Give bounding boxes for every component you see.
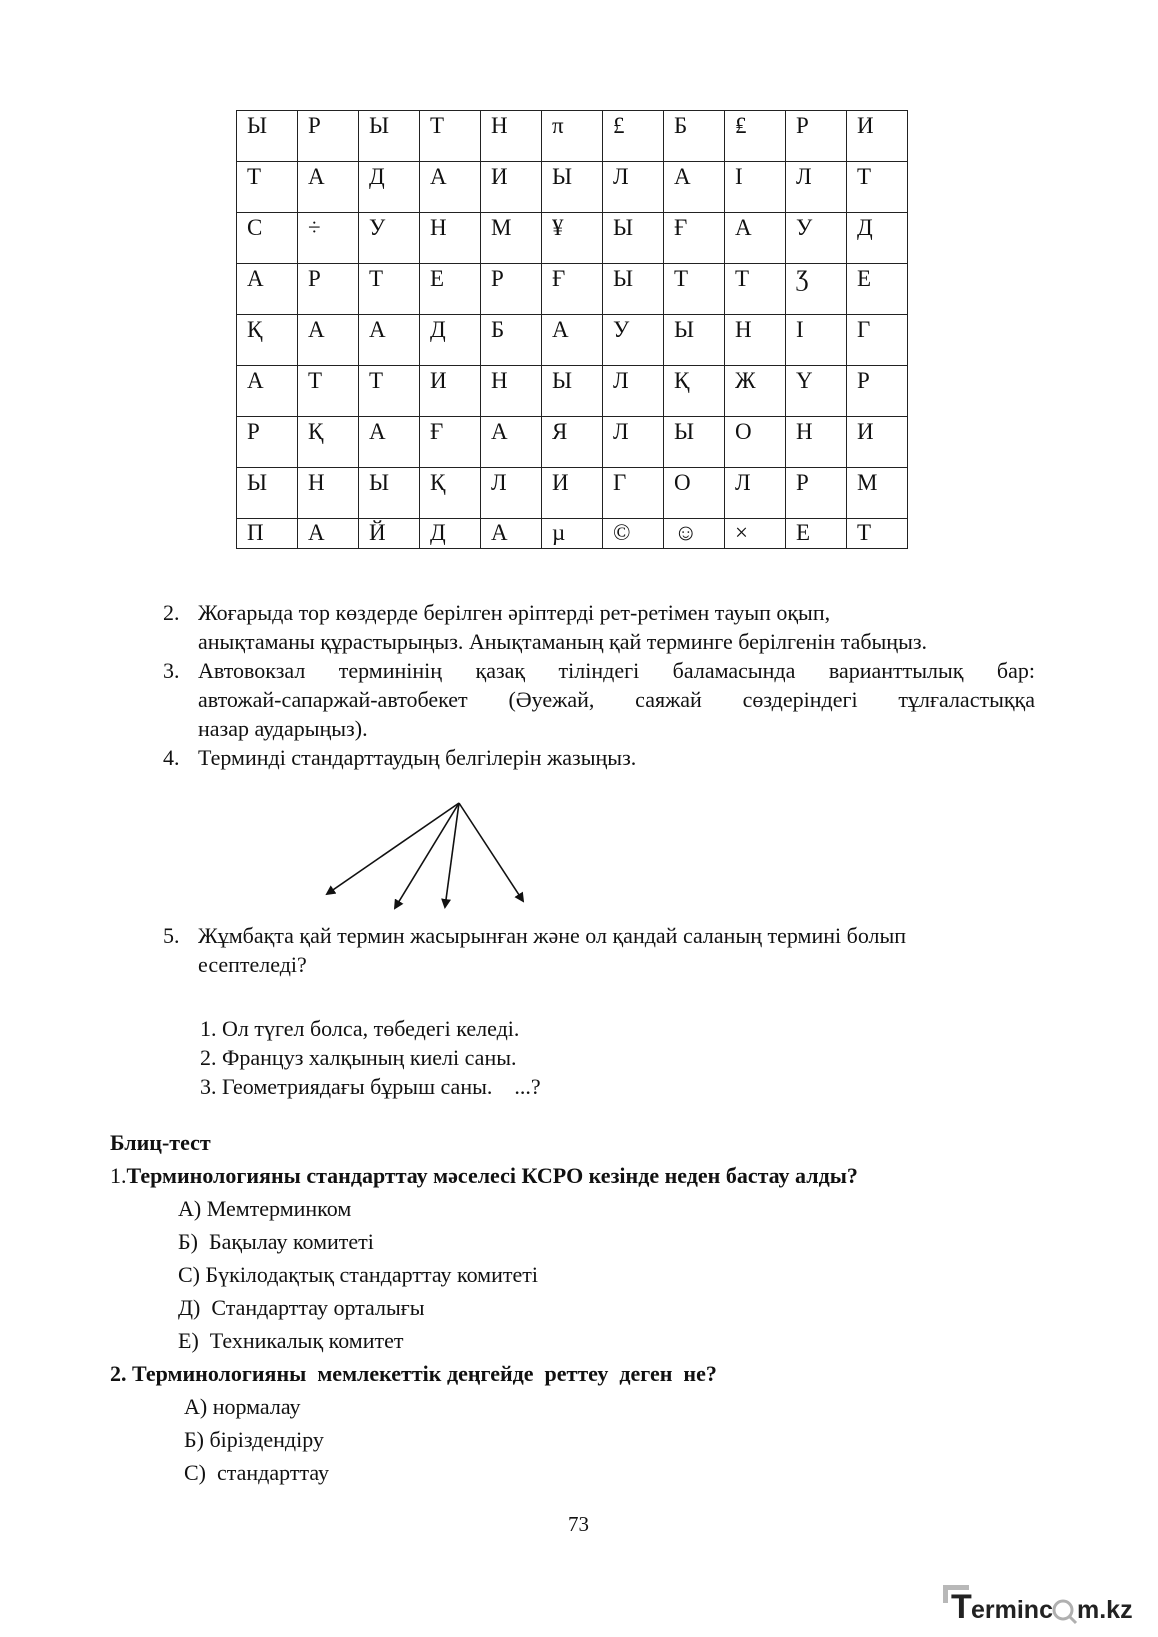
grid-cell: Р — [847, 366, 908, 417]
grid-row — [237, 264, 908, 315]
grid-cell: Р — [786, 468, 847, 519]
grid-cell: Т — [359, 366, 420, 417]
grid-cell: Н — [298, 468, 359, 519]
grid-cell: Ы — [359, 111, 420, 162]
grid-cell: Т — [664, 264, 725, 315]
grid-cell: ¥ — [542, 213, 603, 264]
grid-cell: А — [298, 519, 359, 549]
arrow-1 — [327, 803, 459, 894]
svg-text:erminc: erminc — [971, 1596, 1053, 1624]
arrow-4 — [459, 803, 523, 901]
grid-cell: Ы — [603, 264, 664, 315]
grid-cell: Д — [847, 213, 908, 264]
grid-cell: Т — [847, 162, 908, 213]
grid-cell: Қ — [420, 468, 481, 519]
question-text-line1: Жоғарыда тор көздерде берілген әріптерді рет-ретімен тауып оқып, — [198, 600, 831, 625]
svg-text:T: T — [951, 1588, 972, 1626]
grid-cell: О — [664, 468, 725, 519]
blitz-test-heading: Блиц-тест — [110, 1130, 211, 1155]
blitz-q2-option-c: С) стандарттау — [184, 1460, 329, 1485]
blitz-question-1-text: Терминологияны стандарттау мәселесі КСРО кезінде неден бастау алды? — [126, 1163, 858, 1188]
grid-cell: µ — [542, 519, 603, 549]
grid-cell: Ғ — [542, 264, 603, 315]
grid-row — [237, 162, 908, 213]
question-number: 4. — [163, 745, 180, 770]
grid-cell: Л — [725, 468, 786, 519]
grid-cell: А — [481, 417, 542, 468]
grid-cell: Ы — [603, 213, 664, 264]
riddle-line-1: 1. Ол түгел болса, төбедегі келеді. — [200, 1016, 520, 1041]
blitz-q2-option-a: А) нормалау — [184, 1394, 301, 1419]
grid-cell: Ғ — [420, 417, 481, 468]
question-text-line1: Жұмбақта қай термин жасырынған және ол қандай саланың термині болып — [198, 923, 907, 948]
grid-row — [237, 213, 908, 264]
grid-cell: Ʒ — [786, 264, 847, 315]
grid-row — [237, 417, 908, 468]
blitz-question-1-number: 1. — [110, 1163, 127, 1188]
grid-cell: Д — [420, 315, 481, 366]
grid-cell: М — [481, 213, 542, 264]
grid-cell: ÷ — [298, 213, 359, 264]
grid-cell: Я — [542, 417, 603, 468]
grid-cell: Ы — [237, 111, 298, 162]
grid-cell: І — [786, 315, 847, 366]
grid-cell: Ж — [725, 366, 786, 417]
grid-cell: И — [847, 111, 908, 162]
grid-cell: Ы — [542, 366, 603, 417]
grid-cell: У — [603, 315, 664, 366]
grid-cell: И — [481, 162, 542, 213]
grid-cell: М — [847, 468, 908, 519]
grid-cell: ₤ — [725, 111, 786, 162]
grid-cell: Н — [420, 213, 481, 264]
question-number: 5. — [163, 923, 180, 948]
grid-cell: Г — [847, 315, 908, 366]
grid-cell: А — [481, 519, 542, 549]
grid-cell: І — [725, 162, 786, 213]
grid-cell: Т — [359, 264, 420, 315]
grid-cell: А — [237, 264, 298, 315]
grid-row — [237, 468, 908, 519]
grid-cell: £ — [603, 111, 664, 162]
grid-cell: Т — [420, 111, 481, 162]
grid-cell: Р — [786, 111, 847, 162]
grid-cell: Ы — [664, 315, 725, 366]
letter-grid — [236, 110, 908, 549]
grid-row — [237, 519, 908, 549]
blitz-q1-option-a: А) Мемтерминком — [178, 1196, 352, 1221]
arrows-diagram — [315, 795, 535, 915]
grid-cell: Н — [481, 111, 542, 162]
grid-cell: О — [725, 417, 786, 468]
grid-cell: Л — [786, 162, 847, 213]
terminkom-watermark-logo — [943, 1582, 1148, 1626]
question-text-line1: Автовокзал терминінің қазақ тіліндегі баламасында варианттылық бар: — [198, 658, 1035, 683]
grid-cell: С — [237, 213, 298, 264]
grid-cell: Р — [481, 264, 542, 315]
grid-cell: Р — [298, 264, 359, 315]
grid-cell: Б — [481, 315, 542, 366]
grid-cell: Д — [420, 519, 481, 549]
grid-cell: Л — [481, 468, 542, 519]
grid-cell: Қ — [664, 366, 725, 417]
grid-cell: Н — [786, 417, 847, 468]
grid-cell: А — [542, 315, 603, 366]
grid-cell: Ы — [359, 468, 420, 519]
grid-cell: Й — [359, 519, 420, 549]
grid-cell: Ғ — [664, 213, 725, 264]
grid-row — [237, 111, 908, 162]
grid-cell: Т — [237, 162, 298, 213]
grid-cell: Т — [725, 264, 786, 315]
riddle-line-2: 2. Француз халқының киелі саны. — [200, 1045, 517, 1070]
grid-cell: У — [786, 213, 847, 264]
grid-cell: Н — [725, 315, 786, 366]
grid-cell: Е — [847, 264, 908, 315]
grid-cell: Ы — [237, 468, 298, 519]
grid-cell: Қ — [237, 315, 298, 366]
page-number: 73 — [568, 1512, 589, 1536]
grid-cell: А — [725, 213, 786, 264]
grid-cell: Қ — [298, 417, 359, 468]
grid-cell: Д — [359, 162, 420, 213]
grid-cell: Т — [847, 519, 908, 549]
grid-cell: А — [359, 417, 420, 468]
blitz-q1-option-c: С) Бүкілодақтық стандарттау комитеті — [178, 1262, 538, 1287]
question-text-line2: анықтаманы құрастырыңыз. Анықтаманың қай терминге берілгенін табыңыз. — [198, 629, 928, 654]
grid-cell: А — [420, 162, 481, 213]
grid-cell: Л — [603, 162, 664, 213]
grid-cell: А — [359, 315, 420, 366]
blitz-question-1 — [110, 1163, 858, 1189]
grid-cell: Ы — [542, 162, 603, 213]
grid-cell: А — [298, 315, 359, 366]
arrow-2 — [395, 803, 459, 908]
grid-cell: П — [237, 519, 298, 549]
grid-cell: И — [420, 366, 481, 417]
grid-cell: Н — [481, 366, 542, 417]
question-text-line3: назар аударыңыз). — [198, 716, 368, 741]
svg-text:m.kz: m.kz — [1077, 1596, 1133, 1624]
grid-cell: Б — [664, 111, 725, 162]
grid-cell: Г — [603, 468, 664, 519]
grid-cell: Т — [298, 366, 359, 417]
grid-cell: И — [847, 417, 908, 468]
grid-cell: Л — [603, 366, 664, 417]
riddle-line-3: 3. Геометриядағы бұрыш саны. ...? — [200, 1074, 541, 1099]
blitz-q1-option-b: Б) Бақылау комитеті — [178, 1229, 374, 1254]
grid-cell: Ы — [664, 417, 725, 468]
grid-cell: У — [359, 213, 420, 264]
grid-cell: А — [237, 366, 298, 417]
grid-cell: Р — [298, 111, 359, 162]
question-text-line2: есептеледі? — [198, 952, 307, 977]
grid-cell: Р — [237, 417, 298, 468]
question-number: 2. — [163, 600, 180, 625]
grid-cell: ☺ — [664, 519, 725, 549]
arrow-3 — [445, 803, 459, 907]
grid-cell: × — [725, 519, 786, 549]
question-text-line1: Терминді стандарттаудың белгілерін жазыңыз. — [198, 745, 637, 770]
grid-row — [237, 366, 908, 417]
blitz-q1-option-d: Д) Стандарттау орталығы — [178, 1295, 425, 1320]
grid-cell: Е — [786, 519, 847, 549]
grid-cell: Е — [420, 264, 481, 315]
grid-cell: π — [542, 111, 603, 162]
grid-cell: © — [603, 519, 664, 549]
blitz-question-2: 2. Терминологияны мемлекеттік деңгейде реттеу деген не? — [110, 1361, 717, 1386]
question-number: 3. — [163, 658, 180, 683]
grid-cell: И — [542, 468, 603, 519]
blitz-q1-option-e: Е) Техникалық комитет — [178, 1328, 404, 1353]
grid-cell: А — [664, 162, 725, 213]
blitz-q2-option-b: Б) біріздендіру — [184, 1427, 324, 1452]
grid-row — [237, 315, 908, 366]
grid-cell: Ү — [786, 366, 847, 417]
question-text-line2: автожай-сапаржай-автобекет (Әуежай, саяжай сөздеріндегі тұлғаластыққа — [198, 687, 1035, 712]
grid-cell: А — [298, 162, 359, 213]
grid-cell: Л — [603, 417, 664, 468]
